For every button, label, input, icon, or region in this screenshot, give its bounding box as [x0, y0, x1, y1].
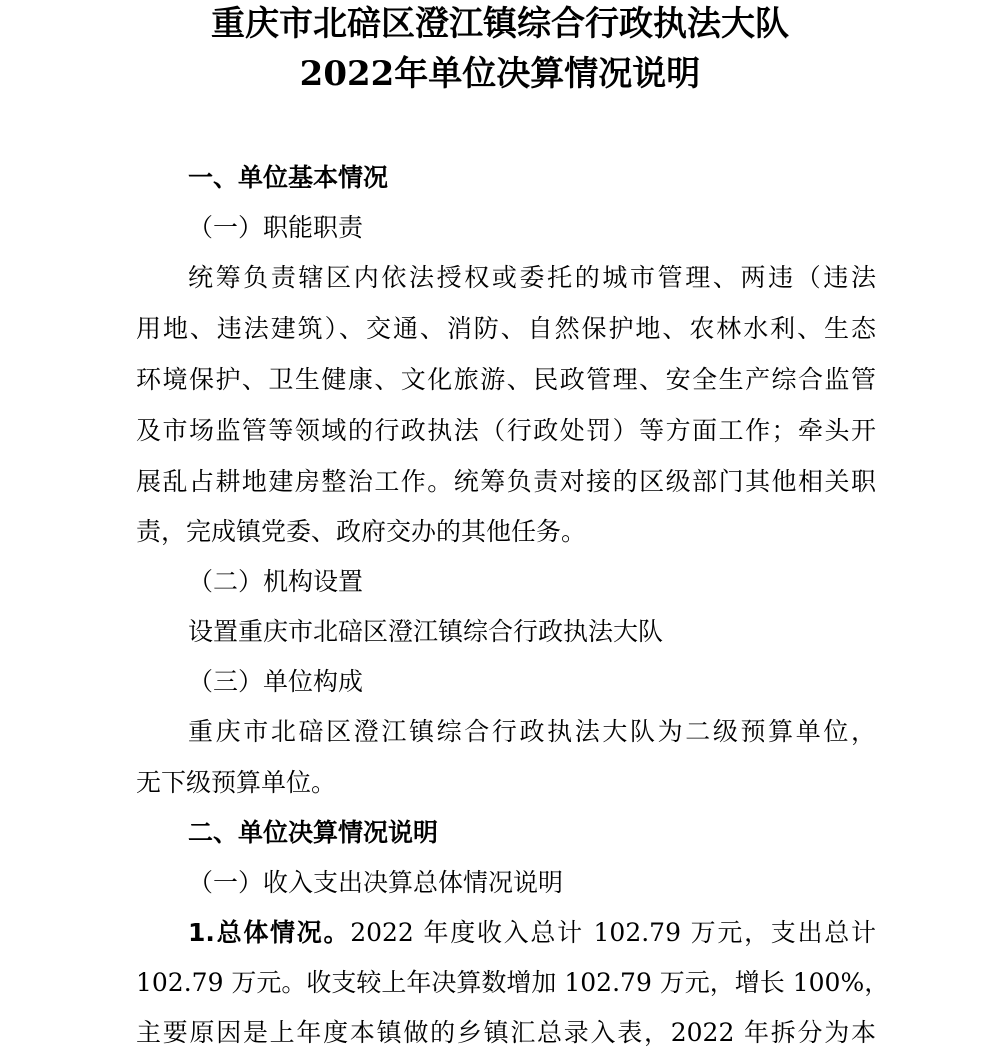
duties-paragraph-line: 环境保护、卫生健康、文化旅游、民政管理、安全生产综合监管 [136, 365, 876, 394]
duties-paragraph-line: 及市场监管等领域的行政执法（行政处罚）等方面工作；牵头开 [136, 416, 876, 445]
overall-label: 1.总体情况。 [188, 918, 351, 947]
overall-text: 2022 年度收入总计 102.79 万元，支出总计 [350, 918, 876, 947]
section2-sub1-heading: （一）收入支出决算总体情况说明 [188, 868, 564, 897]
unit-composition-line: 无下级预算单位。 [136, 768, 337, 797]
section2-heading: 二、单位决算情况说明 [188, 818, 439, 847]
overall-paragraph-line [188, 915, 876, 951]
duties-paragraph-line: 统筹负责辖区内依法授权或委托的城市管理、两违（违法 [188, 263, 876, 292]
duties-paragraph-line: 用地、违法建筑）、交通、消防、自然保护地、农林水利、生态 [136, 314, 876, 343]
section1-sub1-heading: （一）职能职责 [188, 213, 364, 242]
section1-sub2-heading: （二）机构设置 [188, 567, 364, 596]
overall-paragraph-line: 主要原因是上年度本镇做的乡镇汇总录入表，2022 年拆分为本 [136, 1018, 876, 1047]
section1-sub3-heading: （三）单位构成 [188, 667, 364, 696]
section1-heading: 一、单位基本情况 [188, 163, 389, 192]
institution-setup-text: 设置重庆市北碚区澄江镇综合行政执法大队 [188, 617, 664, 646]
overall-paragraph-line: 102.79 万元。收支较上年决算数增加 102.79 万元，增长 100%， [136, 968, 890, 997]
duties-paragraph-line: 责，完成镇党委、政府交办的其他任务。 [136, 517, 587, 546]
duties-paragraph-line: 展乱占耕地建房整治工作。统筹负责对接的区级部门其他相关职 [136, 467, 876, 496]
unit-composition-line: 重庆市北碚区澄江镇综合行政执法大队为二级预算单位， [188, 717, 876, 746]
document-title-line2: 2022年单位决算情况说明 [299, 54, 701, 94]
document-title-line1: 重庆市北碚区澄江镇综合行政执法大队 [211, 4, 789, 44]
